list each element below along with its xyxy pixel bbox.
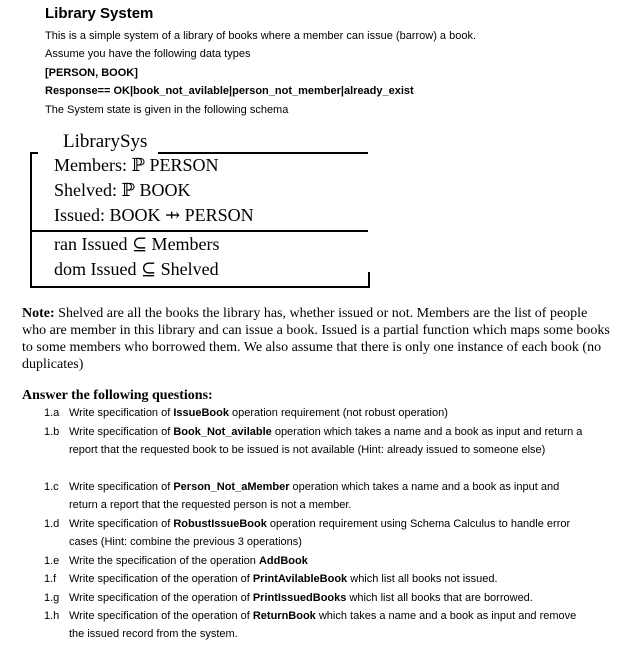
question-text: Write specification of RobustIssueBook operation requirement using Schema Calculus to handle error cases (Hint: combine the previous 3 operations) bbox=[69, 518, 571, 548]
response-type-line: Response== OK|book_not_avilable|person_not_member|already_exist bbox=[45, 85, 414, 97]
intro-line-2: Assume you have the following data types bbox=[45, 48, 251, 60]
schema-divider bbox=[30, 230, 368, 232]
schema-predicate: ran Issued ⊆ Members bbox=[54, 234, 220, 254]
question-number: 1.f bbox=[44, 573, 57, 585]
library-schema-box bbox=[30, 128, 375, 288]
question-number: 1.h bbox=[44, 610, 60, 622]
note-text: Shelved are all the books the library has, whether issued or not. Members are the list of people who are member in this library and can issue a book. Issued is a partial function which maps some books to some members who borrowed them. We also assume that there is only one instance of each book (no duplicates) bbox=[22, 306, 610, 372]
question-text: Write specification of the operation of PrintIssuedBooks which list all books that are borrowed. bbox=[69, 592, 533, 604]
note-paragraph bbox=[22, 305, 612, 373]
schema-predicate: dom Issued ⊆ Shelved bbox=[54, 259, 219, 279]
question-text: Write the specification of the operation AddBook bbox=[69, 555, 308, 567]
schema-name: LibrarySys bbox=[63, 131, 148, 152]
note-label: Note: bbox=[22, 306, 55, 321]
questions-heading: Answer the following questions: bbox=[22, 388, 213, 403]
intro-line-5: The System state is given in the following schema bbox=[45, 104, 289, 116]
question-number: 1.e bbox=[44, 555, 60, 567]
schema-declaration: Shelved: ℙ BOOK bbox=[54, 180, 191, 200]
question-number: 1.b bbox=[44, 426, 60, 438]
data-types-line: [PERSON, BOOK] bbox=[45, 67, 138, 79]
question-number: 1.g bbox=[44, 592, 60, 604]
question-text: Write specification of IssueBook operation requirement (not robust operation) bbox=[69, 407, 448, 419]
schema-right-tick bbox=[368, 272, 370, 286]
question-text: Write specification of Book_Not_avilable operation which takes a name and a book as input and return a report that the requested book to be issued is not available (Hint: already issued to someone else) bbox=[69, 426, 583, 456]
schema-left-rule bbox=[30, 152, 32, 288]
schema-bottom-rule bbox=[30, 286, 370, 288]
page-title: Library System bbox=[45, 5, 154, 22]
schema-declaration: Issued: BOOK ⇸ PERSON bbox=[54, 205, 254, 225]
question-text: Write specification of the operation of ReturnBook which takes a name and a book as input and remove the issued record from the system. bbox=[69, 610, 577, 640]
question-text: Write specification of the operation of PrintAvilableBook which list all books not issued. bbox=[69, 573, 498, 585]
question-text: Write specification of Person_Not_aMember operation which takes a name and a book as input and return a report that the requested person is not a member. bbox=[69, 481, 560, 511]
schema-declaration: Members: ℙ PERSON bbox=[54, 155, 219, 175]
question-number: 1.c bbox=[44, 481, 59, 493]
intro-line-1: This is a simple system of a library of books where a member can issue (barrow) a book. bbox=[45, 30, 476, 42]
question-number: 1.a bbox=[44, 407, 60, 419]
schema-top-rule-right bbox=[158, 152, 368, 154]
question-number: 1.d bbox=[44, 518, 60, 530]
